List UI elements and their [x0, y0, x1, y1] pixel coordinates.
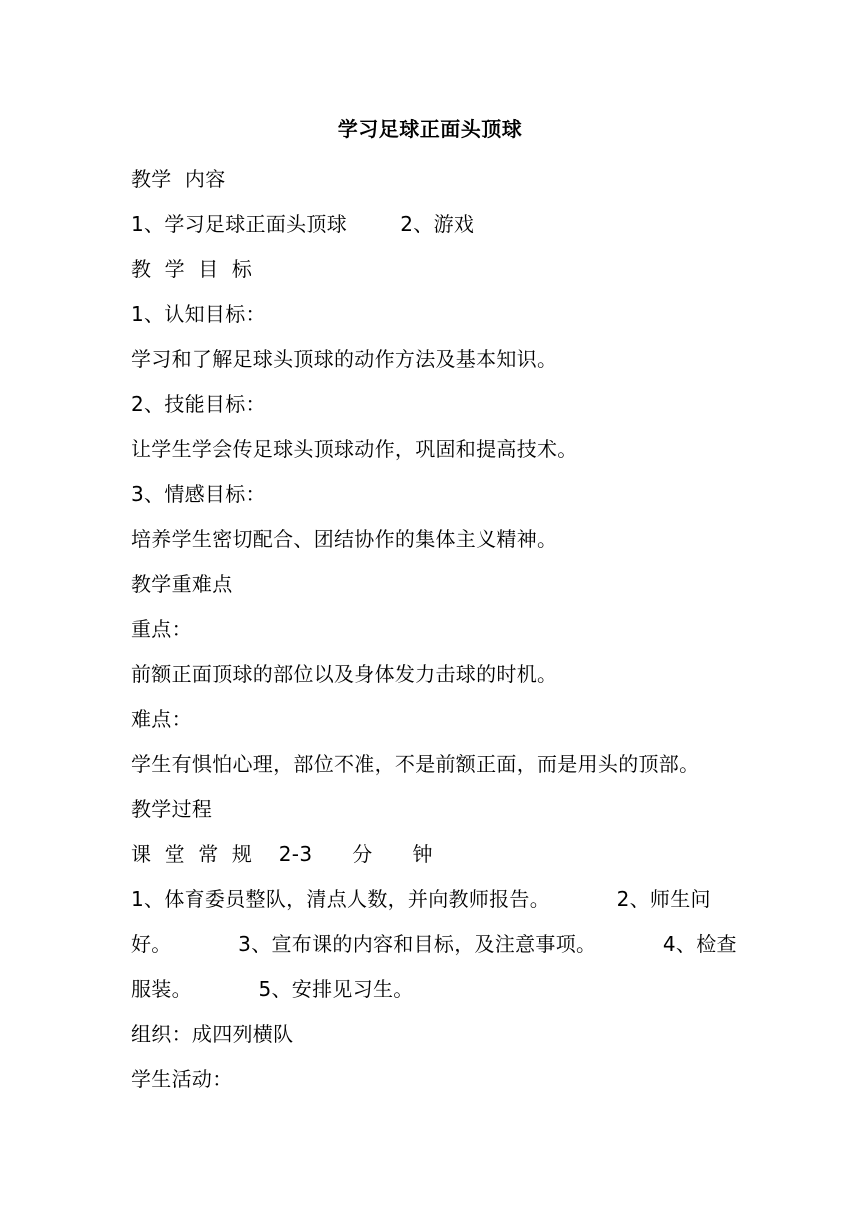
routine-line-3: 服装。 5、安排见习生。: [131, 977, 414, 1001]
heading-key-difficult-points: 教学重难点: [131, 572, 233, 596]
routine-line-1: 1、体育委员整队，清点人数，并向教师报告。 2、师生问: [131, 887, 711, 911]
document-body: [131, 157, 751, 1102]
difficult-point-text: 学生有惧怕心理，部位不准，不是前额正面，而是用头的顶部。: [131, 752, 700, 776]
goal-2-text: 让学生学会传足球头顶球动作，巩固和提高技术。: [131, 437, 578, 461]
organization-line: 组织：成四列横队: [131, 1022, 294, 1046]
heading-teaching-content: 教学 内容: [131, 167, 226, 191]
content-items: 1、学习足球正面头顶球 2、游戏: [131, 212, 475, 236]
goal-3-text: 培养学生密切配合、团结协作的集体主义精神。: [131, 527, 558, 551]
goal-2-heading: 2、技能目标：: [131, 392, 266, 416]
goal-1-heading: 1、认知目标：: [131, 302, 266, 326]
document-title: 学习足球正面头顶球: [337, 117, 523, 141]
goal-3-heading: 3、情感目标：: [131, 482, 266, 506]
routine-heading: 课 堂 常 规 2-3 分 钟: [131, 842, 433, 866]
difficult-point-heading: 难点：: [131, 707, 192, 731]
student-activity-heading: 学生活动：: [131, 1067, 233, 1091]
key-point-heading: 重点：: [131, 617, 192, 641]
heading-teaching-goals: 教 学 目 标: [131, 257, 253, 281]
heading-teaching-process: 教学过程: [131, 797, 213, 821]
goal-1-text: 学习和了解足球头顶球的动作方法及基本知识。: [131, 347, 558, 371]
routine-line-2: 好。 3、宣布课的内容和目标，及注意事项。 4、检查: [131, 932, 737, 956]
key-point-text: 前额正面顶球的部位以及身体发力击球的时机。: [131, 662, 558, 686]
